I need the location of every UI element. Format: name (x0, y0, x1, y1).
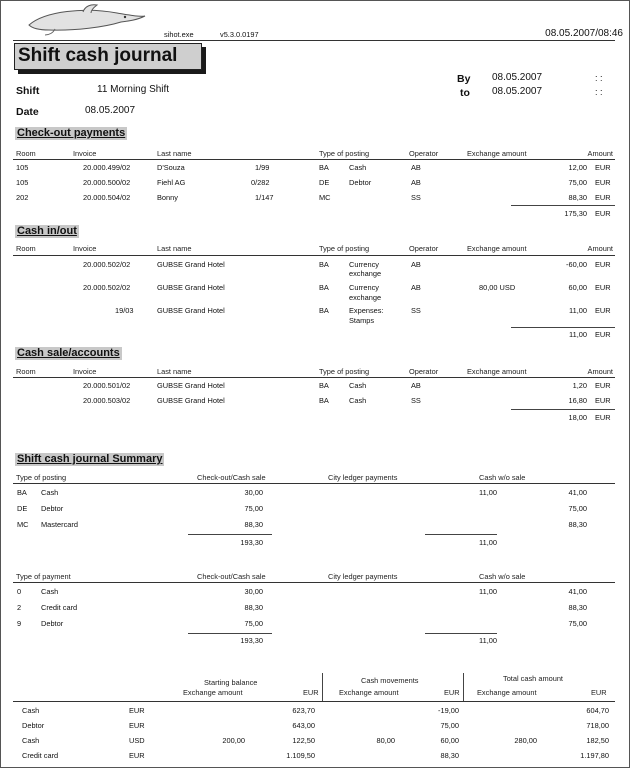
invoice: 19/03 (115, 306, 134, 315)
payment-code: 0 (17, 587, 22, 596)
amount: 75,00 (568, 178, 587, 187)
currency: EUR (595, 163, 611, 172)
cashinout-total-rule (511, 327, 615, 328)
currency: EUR (595, 178, 611, 187)
room: 105 (16, 163, 29, 172)
posting-code: BA (319, 396, 329, 405)
payment-name: Cash (41, 587, 59, 596)
cashwo-value: 11,00 (479, 488, 497, 497)
operator: AB (411, 178, 421, 187)
shift-value: 11 Morning Shift (97, 84, 170, 95)
cashinout-total-currency: EUR (595, 330, 611, 339)
checkout-value: 30,00 (244, 488, 263, 497)
posting-type: Debtor (349, 178, 372, 187)
payment-code: 9 (17, 619, 22, 628)
date-label: Date (16, 106, 39, 118)
cashinout-total: 11,00 (569, 330, 587, 339)
summary-payment-subtotal-rule (188, 633, 272, 634)
balance-total-eur-header: EUR (591, 688, 607, 697)
summary-payment-rule (13, 582, 615, 583)
posting-type: Cash (349, 163, 367, 172)
section-cashsale-title: Cash sale/accounts (17, 347, 120, 359)
posting-code: DE (17, 504, 28, 513)
payment-total-cashwo: 11,00 (479, 636, 497, 645)
last-name: Bonny (157, 193, 178, 202)
posting-name: Cash (41, 488, 59, 497)
posting-total-cashwo: 11,00 (479, 538, 497, 547)
last-name: D'Souza (157, 163, 185, 172)
checkout-total: 175,30 (564, 209, 587, 218)
summary-posting-header: Type of posting (16, 473, 67, 482)
col-amount: Amount (587, 149, 613, 158)
date-value: 08.05.2007 (85, 105, 136, 116)
invoice: 20.000.503/02 (83, 396, 131, 405)
last-name: GUBSE Grand Hotel (157, 396, 225, 405)
col-invoice: Invoice (73, 149, 97, 158)
amount: -60,00 (566, 260, 587, 269)
checkout-total-rule (511, 205, 615, 206)
posting-type: Cash (349, 396, 367, 405)
col-checkout-cashsale: Check-out/Cash sale (197, 473, 266, 482)
section-cashinout-title: Cash in/out (17, 225, 77, 237)
summary-posting-rule (13, 483, 615, 484)
moves-exch: 80,00 (376, 736, 395, 745)
col-city-ledger: City ledger payments (328, 572, 398, 581)
amount: 1,20 (572, 381, 587, 390)
reference: 0/282 (251, 178, 270, 187)
report-title-box (14, 43, 202, 70)
checkout-total-currency: EUR (595, 209, 611, 218)
app-version: v5.3.0.0197 (220, 30, 259, 39)
payment-code: 2 (17, 603, 22, 612)
to-time: : : (595, 87, 603, 97)
posting-total-checkout: 193,30 (240, 538, 263, 547)
col-room: Room (16, 367, 36, 376)
col-room: Room (16, 149, 36, 158)
total-eur: 182,50 (586, 736, 609, 745)
col-type-posting: Type of posting (319, 244, 370, 253)
posting-name: Mastercard (41, 520, 78, 529)
balance-header-rule (13, 701, 615, 702)
by-label: By (457, 73, 471, 85)
posting-code: DE (319, 178, 330, 187)
start-eur: 643,00 (292, 721, 315, 730)
col-operator: Operator (409, 367, 439, 376)
balance-group-total: Total cash amount (503, 674, 563, 683)
posting-type: Expenses: (349, 306, 384, 315)
col-amount: Amount (587, 367, 613, 376)
posting-type-line2: exchange (349, 293, 382, 302)
payment-name: Credit card (41, 603, 78, 612)
balance-start-eur-header: EUR (303, 688, 319, 697)
currency: EUR (595, 306, 611, 315)
section-summary-title: Shift cash journal Summary (17, 453, 163, 465)
moves-eur: 88,30 (440, 751, 459, 760)
col-operator: Operator (409, 244, 439, 253)
room: 202 (16, 193, 29, 202)
last-name: GUBSE Grand Hotel (157, 283, 225, 292)
cashwo-value: 11,00 (479, 587, 497, 596)
col-type-posting: Type of posting (319, 367, 370, 376)
cashsale-total-rule (511, 409, 615, 410)
row-total: 41,00 (568, 587, 587, 596)
col-exchange: Exchange amount (467, 149, 527, 158)
by-time: : : (595, 73, 603, 83)
shift-label: Shift (16, 85, 40, 97)
checkout-header-rule (13, 159, 615, 160)
cashsale-header-rule (13, 377, 615, 378)
col-invoice: Invoice (73, 367, 97, 376)
balance-currency: USD (129, 736, 145, 745)
balance-currency: EUR (129, 721, 145, 730)
posting-name: Debtor (41, 504, 64, 513)
operator: SS (411, 396, 421, 405)
summary-posting-subtotal-rule (188, 534, 272, 535)
checkout-value: 88,30 (244, 603, 263, 612)
operator: AB (411, 283, 421, 292)
cashinout-header-rule (13, 255, 615, 256)
summary-payment-cashwo-rule (425, 633, 497, 634)
balance-currency: EUR (129, 706, 145, 715)
cashsale-total-currency: EUR (595, 413, 611, 422)
col-last-name: Last name (157, 367, 192, 376)
posting-code: BA (319, 260, 329, 269)
print-datetime: 08.05.2007/08:46 (545, 28, 623, 39)
to-label: to (460, 87, 470, 99)
checkout-value: 75,00 (244, 504, 263, 513)
to-date: 08.05.2007 (492, 86, 543, 97)
row-total: 75,00 (568, 504, 587, 513)
start-eur: 1.109,50 (286, 751, 315, 760)
posting-type-line2: exchange (349, 269, 382, 278)
posting-code: BA (319, 283, 329, 292)
invoice: 20.000.502/02 (83, 283, 131, 292)
moves-eur: -19,00 (438, 706, 459, 715)
payment-name: Debtor (41, 619, 64, 628)
start-exch: 200,00 (222, 736, 245, 745)
balance-divider-1 (322, 673, 323, 701)
col-exchange: Exchange amount (467, 244, 527, 253)
last-name: GUBSE Grand Hotel (157, 306, 225, 315)
last-name: GUBSE Grand Hotel (157, 260, 225, 269)
moves-eur: 75,00 (440, 721, 459, 730)
currency: EUR (595, 193, 611, 202)
summary-payment-header: Type of payment (16, 572, 71, 581)
start-eur: 122,50 (292, 736, 315, 745)
checkout-value: 88,30 (244, 520, 263, 529)
col-room: Room (16, 244, 36, 253)
total-eur: 1.197,80 (580, 751, 609, 760)
posting-code: MC (319, 193, 331, 202)
balance-moves-exch-header: Exchange amount (339, 688, 399, 697)
balance-name: Cash (22, 736, 40, 745)
posting-code: BA (17, 488, 27, 497)
invoice: 20.000.502/02 (83, 260, 131, 269)
balance-divider-2 (463, 673, 464, 701)
posting-code: BA (319, 381, 329, 390)
invoice: 20.000.501/02 (83, 381, 131, 390)
payment-total-checkout: 193,30 (240, 636, 263, 645)
total-eur: 718,00 (586, 721, 609, 730)
col-type-posting: Type of posting (319, 149, 370, 158)
invoice: 20.000.500/02 (83, 178, 131, 187)
total-eur: 604,70 (586, 706, 609, 715)
reference: 1/99 (255, 163, 270, 172)
col-checkout-cashsale: Check-out/Cash sale (197, 572, 266, 581)
posting-code: MC (17, 520, 29, 529)
invoice: 20.000.504/02 (83, 193, 131, 202)
balance-currency: EUR (129, 751, 145, 760)
row-total: 88,30 (568, 520, 587, 529)
operator: SS (411, 193, 421, 202)
dolphin-logo-icon (25, 3, 147, 37)
section-checkout-title: Check-out payments (17, 127, 126, 139)
operator: AB (411, 260, 421, 269)
col-amount: Amount (587, 244, 613, 253)
reference: 1/147 (255, 193, 274, 202)
row-total: 88,30 (568, 603, 587, 612)
balance-name: Credit card (22, 751, 59, 760)
posting-type: Currency (349, 260, 379, 269)
checkout-value: 75,00 (244, 619, 263, 628)
amount: 11,00 (569, 306, 587, 315)
operator: AB (411, 163, 421, 172)
operator: AB (411, 381, 421, 390)
checkout-value: 30,00 (244, 587, 263, 596)
header-divider (13, 40, 615, 41)
invoice: 20.000.499/02 (83, 163, 131, 172)
start-eur: 623,70 (292, 706, 315, 715)
col-last-name: Last name (157, 149, 192, 158)
cashsale-total: 18,00 (568, 413, 587, 422)
balance-name: Debtor (22, 721, 45, 730)
col-operator: Operator (409, 149, 439, 158)
currency: EUR (595, 283, 611, 292)
last-name: GUBSE Grand Hotel (157, 381, 225, 390)
balance-group-moves: Cash movements (361, 676, 419, 685)
posting-type: Currency (349, 283, 379, 292)
posting-type-line2: Stamps (349, 316, 375, 325)
col-city-ledger: City ledger payments (328, 473, 398, 482)
last-name: Fiehl AG (157, 178, 186, 187)
amount: 60,00 (568, 283, 587, 292)
exchange-amount: 80,00 USD (479, 283, 516, 292)
balance-name: Cash (22, 706, 40, 715)
currency: EUR (595, 396, 611, 405)
row-total: 75,00 (568, 619, 587, 628)
balance-total-exch-header: Exchange amount (477, 688, 537, 697)
col-cash-wo-sale: Cash w/o sale (479, 572, 526, 581)
room: 105 (16, 178, 29, 187)
app-name: sihot.exe (164, 30, 194, 39)
balance-start-exch-header: Exchange amount (183, 688, 243, 697)
amount: 88,30 (568, 193, 587, 202)
col-invoice: Invoice (73, 244, 97, 253)
balance-moves-eur-header: EUR (444, 688, 460, 697)
row-total: 41,00 (568, 488, 587, 497)
posting-code: BA (319, 163, 329, 172)
operator: SS (411, 306, 421, 315)
amount: 16,80 (568, 396, 587, 405)
amount: 12,00 (568, 163, 587, 172)
balance-group-start: Starting balance (204, 678, 258, 687)
currency: EUR (595, 381, 611, 390)
posting-type: Cash (349, 381, 367, 390)
posting-code: BA (319, 306, 329, 315)
by-date: 08.05.2007 (492, 72, 543, 83)
total-exch: 280,00 (514, 736, 537, 745)
col-exchange: Exchange amount (467, 367, 527, 376)
moves-eur: 60,00 (440, 736, 459, 745)
col-cash-wo-sale: Cash w/o sale (479, 473, 526, 482)
currency: EUR (595, 260, 611, 269)
col-last-name: Last name (157, 244, 192, 253)
summary-posting-cashwo-rule (425, 534, 497, 535)
report-title: Shift cash journal (18, 45, 178, 66)
